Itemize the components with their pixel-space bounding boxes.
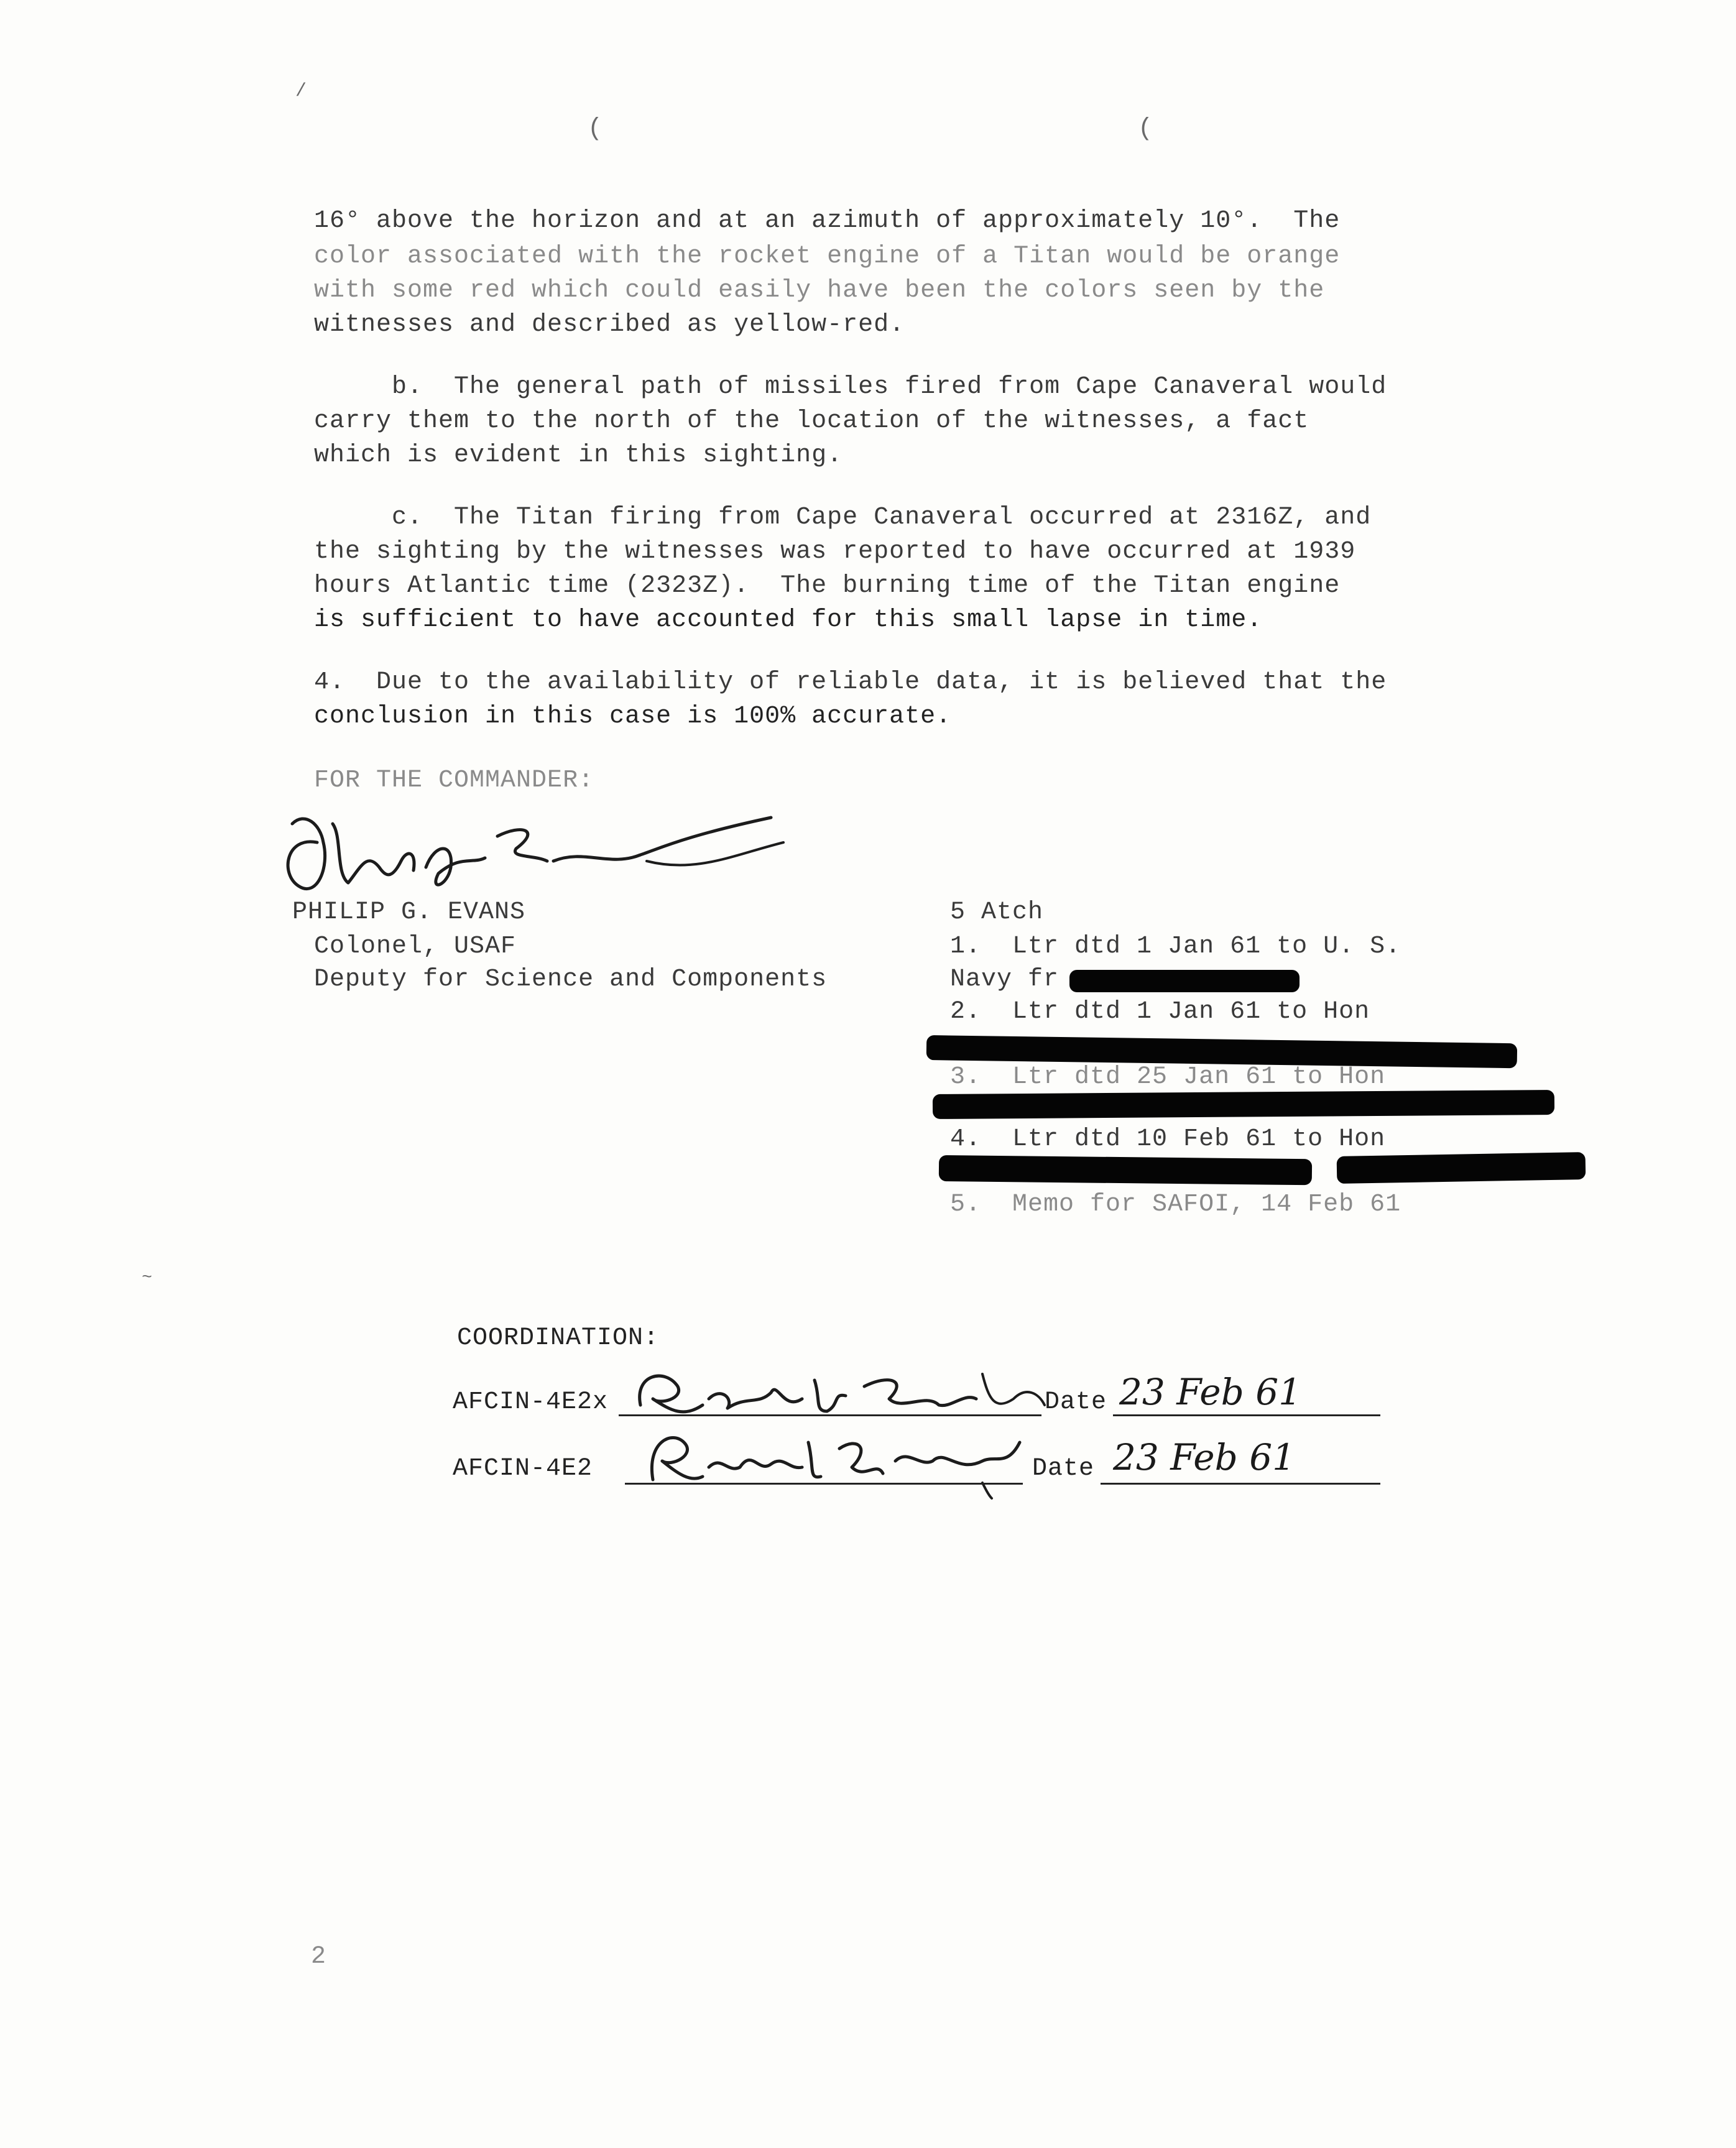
- redaction-bar: [1069, 970, 1300, 992]
- attachment-line: 1. Ltr dtd 1 Jan 61 to U. S.: [950, 933, 1401, 961]
- signer-name: PHILIP G. EVANS: [292, 898, 526, 926]
- para-a-line: 16° above the horizon and at an azimuth of approximately 10°. The: [314, 207, 1341, 235]
- attachment-line: Navy fr: [950, 966, 1060, 993]
- coord-date: 23 Feb 61: [1113, 1436, 1296, 1478]
- scan-mark: /: [295, 81, 307, 102]
- para-c-line: hours Atlantic time (2323Z). The burning time of the Titan engine: [314, 572, 1341, 600]
- para-c-line: the sighting by the witnesses was reported to have occurred at 1939: [314, 538, 1356, 566]
- para-b-line: carry them to the north of the location of the witnesses, a fact: [314, 407, 1309, 435]
- para-a-line: witnesses and described as yellow-red.: [314, 311, 905, 339]
- signature-coordinator-2: [634, 1424, 1057, 1498]
- scan-mark: (: [588, 115, 603, 143]
- signature-line: [619, 1414, 1041, 1416]
- date-line: [1113, 1414, 1380, 1416]
- attachments-header: 5 Atch: [950, 898, 1044, 926]
- para-a-line: color associated with the rocket engine of a Titan would be orange: [314, 242, 1341, 270]
- para-a-line: with some red which could easily have been the colors seen by the: [314, 277, 1325, 305]
- para-b-line: which is evident in this sighting.: [314, 441, 843, 469]
- signer-rank: Colonel, USAF: [314, 933, 517, 961]
- scan-mark: ~: [142, 1268, 152, 1288]
- signature-coordinator-1: [628, 1362, 1051, 1430]
- para-c-line: is sufficient to have accounted for this small lapse in time.: [314, 606, 1263, 634]
- attachment-line: 2. Ltr dtd 1 Jan 61 to Hon: [950, 998, 1370, 1026]
- attachment-line: 3. Ltr dtd 25 Jan 61 to Hon: [950, 1063, 1386, 1091]
- date-line: [1101, 1483, 1380, 1485]
- redaction-bar: [933, 1090, 1554, 1119]
- para-b-line: b. The general path of missiles fired from Cape Canaveral would: [314, 373, 1387, 401]
- coord-office: AFCIN-4E2: [453, 1455, 593, 1483]
- para-c-line: c. The Titan firing from Cape Canaveral occurred at 2316Z, and: [314, 504, 1372, 532]
- coordination-heading: COORDINATION:: [457, 1324, 660, 1352]
- signature-line: [625, 1483, 1023, 1485]
- coord-date-label: Date: [1032, 1455, 1095, 1483]
- coord-office: AFCIN-4E2x: [453, 1388, 609, 1416]
- coord-date: 23 Feb 61: [1119, 1371, 1302, 1413]
- page-number: 2: [311, 1943, 327, 1971]
- attachment-line: 5. Memo for SAFOI, 14 Feb 61: [950, 1191, 1401, 1219]
- redaction-bar: [1337, 1152, 1586, 1184]
- redaction-bar: [939, 1155, 1312, 1185]
- signature-heading: FOR THE COMMANDER:: [314, 767, 594, 795]
- para-4-line: conclusion in this case is 100% accurate.: [314, 703, 952, 731]
- scan-mark: (: [1138, 115, 1153, 143]
- coord-date-label: Date: [1045, 1388, 1107, 1416]
- signer-title: Deputy for Science and Components: [314, 966, 828, 993]
- attachment-line: 4. Ltr dtd 10 Feb 61 to Hon: [950, 1125, 1386, 1153]
- para-4-line: 4. Due to the availability of reliable data, it is believed that the: [314, 668, 1387, 696]
